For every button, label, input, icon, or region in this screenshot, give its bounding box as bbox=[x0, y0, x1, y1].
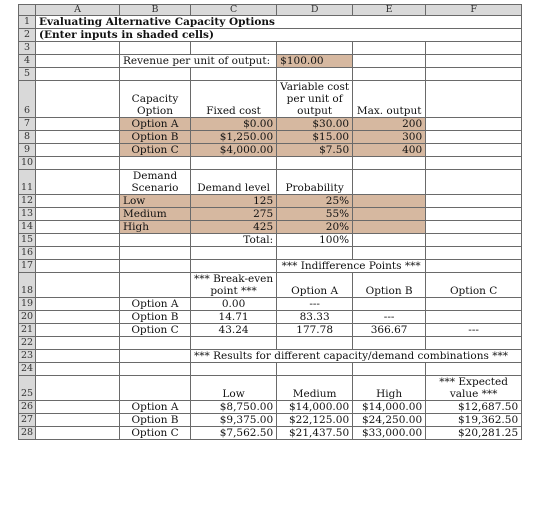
indifference-c-cell[interactable] bbox=[426, 298, 522, 311]
header-line: value *** bbox=[449, 388, 498, 400]
expected-value-header[interactable] bbox=[426, 376, 522, 401]
row-11 bbox=[19, 170, 522, 195]
row-header[interactable]: 11 bbox=[19, 170, 36, 195]
scenario-name-cell[interactable]: Low bbox=[120, 195, 191, 208]
row-12 bbox=[19, 195, 522, 208]
fixed-cost-header[interactable]: Fixed cost bbox=[191, 81, 277, 118]
cell[interactable] bbox=[353, 337, 426, 350]
row-28 bbox=[19, 427, 522, 440]
probability-cell[interactable]: 25% bbox=[277, 195, 353, 208]
cell[interactable] bbox=[353, 195, 426, 208]
demand-level-cell[interactable]: 125 bbox=[191, 195, 277, 208]
cell[interactable] bbox=[426, 144, 522, 157]
row-24 bbox=[19, 363, 522, 376]
row-header[interactable]: 17 bbox=[19, 260, 36, 273]
row-21 bbox=[19, 324, 522, 337]
cell[interactable] bbox=[36, 195, 120, 208]
scenario-name-cell[interactable]: Medium bbox=[120, 208, 191, 221]
fixed-cost-cell[interactable]: $4,000.00 bbox=[191, 144, 277, 157]
cell[interactable] bbox=[36, 234, 120, 247]
cell[interactable] bbox=[426, 170, 522, 195]
cell[interactable] bbox=[426, 208, 522, 221]
row-header[interactable]: 4 bbox=[19, 55, 36, 68]
row-1 bbox=[19, 16, 522, 29]
cell[interactable] bbox=[426, 260, 522, 273]
cell[interactable] bbox=[426, 42, 522, 55]
cell[interactable] bbox=[353, 234, 426, 247]
row-header[interactable]: 10 bbox=[19, 157, 36, 170]
row-header[interactable]: 28 bbox=[19, 427, 36, 440]
cell[interactable] bbox=[191, 363, 277, 376]
cell[interactable] bbox=[191, 260, 277, 273]
break-even-cell[interactable]: 14.71 bbox=[191, 311, 277, 324]
row-header[interactable]: 7 bbox=[19, 118, 36, 131]
select-all-corner[interactable] bbox=[19, 5, 36, 16]
row-10 bbox=[19, 157, 522, 170]
fixed-cost-cell[interactable]: $1,250.00 bbox=[191, 131, 277, 144]
medium-result-cell[interactable]: $14,000.00 bbox=[277, 401, 353, 414]
cell[interactable] bbox=[36, 208, 120, 221]
max-output-cell[interactable]: 400 bbox=[353, 144, 426, 157]
cell[interactable] bbox=[36, 273, 120, 298]
cell[interactable] bbox=[36, 68, 120, 81]
cell[interactable] bbox=[277, 337, 353, 350]
row-8 bbox=[19, 131, 522, 144]
row-5 bbox=[19, 68, 522, 81]
indifference-b-cell[interactable] bbox=[353, 298, 426, 311]
row-9 bbox=[19, 144, 522, 157]
instructions-cell[interactable]: (Enter inputs in shaded cells) bbox=[36, 29, 522, 42]
column-header-e[interactable]: E bbox=[353, 5, 426, 16]
header-line: Demand bbox=[132, 170, 178, 182]
indifference-c-cell[interactable]: --- bbox=[426, 324, 522, 337]
cell[interactable] bbox=[277, 42, 353, 55]
indifference-c-cell[interactable] bbox=[426, 311, 522, 324]
cell[interactable] bbox=[36, 157, 120, 170]
cell[interactable] bbox=[120, 42, 191, 55]
expected-value-cell[interactable]: $12,687.50 bbox=[426, 401, 522, 414]
cell[interactable] bbox=[36, 401, 120, 414]
row-6 bbox=[19, 81, 522, 118]
column-header-a[interactable]: A bbox=[36, 5, 120, 16]
demand-level-cell[interactable]: 275 bbox=[191, 208, 277, 221]
demand-scenario-header[interactable] bbox=[120, 170, 191, 195]
cell[interactable] bbox=[120, 260, 191, 273]
row-header[interactable]: 2 bbox=[19, 29, 36, 42]
row-header[interactable]: 14 bbox=[19, 221, 36, 234]
cell[interactable] bbox=[426, 55, 522, 68]
column-header-c[interactable]: C bbox=[191, 5, 277, 16]
break-even-cell[interactable]: 43.24 bbox=[191, 324, 277, 337]
cell[interactable] bbox=[426, 247, 522, 260]
header-line: Scenario bbox=[131, 182, 179, 194]
row-header[interactable]: 22 bbox=[19, 337, 36, 350]
row-3 bbox=[19, 42, 522, 55]
medium-header[interactable]: Medium bbox=[277, 376, 353, 401]
row-header[interactable]: 24 bbox=[19, 363, 36, 376]
break-even-header[interactable] bbox=[191, 273, 277, 298]
row-16 bbox=[19, 247, 522, 260]
row-19 bbox=[19, 298, 522, 311]
cell[interactable] bbox=[120, 247, 191, 260]
cell[interactable] bbox=[426, 195, 522, 208]
low-result-cell[interactable]: $9,375.00 bbox=[191, 414, 277, 427]
total-label-cell[interactable]: Total: bbox=[191, 234, 277, 247]
row-27 bbox=[19, 414, 522, 427]
row-4 bbox=[19, 55, 522, 68]
fixed-cost-cell[interactable]: $0.00 bbox=[191, 118, 277, 131]
cell[interactable] bbox=[426, 131, 522, 144]
capacity-option-header[interactable] bbox=[120, 81, 191, 118]
indifference-a-cell[interactable]: 177.78 bbox=[277, 324, 353, 337]
header-line: Capacity bbox=[131, 93, 179, 105]
row-header[interactable]: 6 bbox=[19, 81, 36, 118]
indifference-points-title[interactable]: *** Indifference Points *** bbox=[277, 260, 426, 273]
demand-level-cell[interactable]: 425 bbox=[191, 221, 277, 234]
header-line: output bbox=[297, 105, 333, 117]
header-line: *** Expected bbox=[439, 376, 508, 388]
cell[interactable] bbox=[36, 260, 120, 273]
option-name-cell[interactable]: Option B bbox=[120, 131, 191, 144]
cell[interactable] bbox=[353, 208, 426, 221]
indifference-a-cell[interactable]: 83.33 bbox=[277, 311, 353, 324]
cell[interactable] bbox=[353, 157, 426, 170]
low-result-cell[interactable]: $8,750.00 bbox=[191, 401, 277, 414]
revenue-input-cell[interactable]: $100.00 bbox=[277, 55, 353, 68]
row-7 bbox=[19, 118, 522, 131]
option-name-cell[interactable]: Option A bbox=[120, 298, 191, 311]
cell[interactable] bbox=[36, 221, 120, 234]
cell[interactable] bbox=[426, 81, 522, 118]
row-header[interactable]: 8 bbox=[19, 131, 36, 144]
row-header[interactable]: 12 bbox=[19, 195, 36, 208]
cell[interactable] bbox=[120, 157, 191, 170]
cell[interactable] bbox=[426, 337, 522, 350]
cell[interactable] bbox=[36, 118, 120, 131]
cell[interactable] bbox=[353, 55, 426, 68]
total-probability-cell[interactable]: 100% bbox=[277, 234, 353, 247]
cell[interactable] bbox=[36, 170, 120, 195]
option-name-cell[interactable]: Option A bbox=[120, 401, 191, 414]
cell[interactable] bbox=[120, 376, 191, 401]
probability-header[interactable]: Probability bbox=[277, 170, 353, 195]
probability-cell[interactable]: 55% bbox=[277, 208, 353, 221]
row-header[interactable]: 18 bbox=[19, 273, 36, 298]
row-header[interactable]: 3 bbox=[19, 42, 36, 55]
indifference-a-cell[interactable]: --- bbox=[277, 298, 353, 311]
cell[interactable] bbox=[426, 234, 522, 247]
indifference-b-cell[interactable]: --- bbox=[353, 311, 426, 324]
cell[interactable] bbox=[36, 131, 120, 144]
cell[interactable] bbox=[426, 221, 522, 234]
variable-cost-cell[interactable]: $15.00 bbox=[277, 131, 353, 144]
cell[interactable] bbox=[36, 324, 120, 337]
variable-cost-cell[interactable]: $7.50 bbox=[277, 144, 353, 157]
cell[interactable] bbox=[353, 170, 426, 195]
row-18 bbox=[19, 273, 522, 298]
expected-value-cell[interactable]: $20,281.25 bbox=[426, 427, 522, 440]
spreadsheet-grid bbox=[18, 4, 522, 440]
high-result-cell[interactable]: $33,000.00 bbox=[353, 427, 426, 440]
row-header[interactable]: 15 bbox=[19, 234, 36, 247]
cell[interactable] bbox=[191, 157, 277, 170]
demand-level-header[interactable]: Demand level bbox=[191, 170, 277, 195]
cell[interactable] bbox=[120, 337, 191, 350]
row-header[interactable]: 13 bbox=[19, 208, 36, 221]
cell[interactable] bbox=[120, 68, 191, 81]
option-b-header[interactable]: Option B bbox=[353, 273, 426, 298]
cell[interactable] bbox=[36, 337, 120, 350]
cell[interactable] bbox=[36, 427, 120, 440]
cell[interactable] bbox=[277, 363, 353, 376]
cell[interactable] bbox=[36, 81, 120, 118]
header-line: Variable cost bbox=[280, 81, 350, 93]
row-13 bbox=[19, 208, 522, 221]
sheet-title-cell[interactable]: Evaluating Alternative Capacity Options bbox=[36, 16, 522, 29]
cell[interactable] bbox=[36, 55, 120, 68]
column-header-b[interactable]: B bbox=[120, 5, 191, 16]
header-line: *** Break-even bbox=[194, 273, 274, 285]
column-header-row bbox=[19, 5, 522, 16]
cell[interactable] bbox=[277, 247, 353, 260]
cell[interactable] bbox=[426, 118, 522, 131]
high-header[interactable]: High bbox=[353, 376, 426, 401]
cell[interactable] bbox=[353, 247, 426, 260]
cell[interactable] bbox=[191, 68, 277, 81]
row-26 bbox=[19, 401, 522, 414]
option-name-cell[interactable]: Option C bbox=[120, 324, 191, 337]
max-output-cell[interactable]: 200 bbox=[353, 118, 426, 131]
option-c-header[interactable]: Option C bbox=[426, 273, 522, 298]
cell[interactable] bbox=[36, 350, 120, 363]
row-header[interactable]: 21 bbox=[19, 324, 36, 337]
column-header-d[interactable]: D bbox=[277, 5, 353, 16]
row-header[interactable]: 26 bbox=[19, 401, 36, 414]
row-header[interactable]: 1 bbox=[19, 16, 36, 29]
row-header[interactable]: 25 bbox=[19, 376, 36, 401]
medium-result-cell[interactable]: $21,437.50 bbox=[277, 427, 353, 440]
row-15 bbox=[19, 234, 522, 247]
revenue-label-cell[interactable]: Revenue per unit of output: bbox=[120, 55, 277, 68]
cell[interactable] bbox=[36, 247, 120, 260]
option-name-cell[interactable]: Option B bbox=[120, 414, 191, 427]
high-result-cell[interactable]: $24,250.00 bbox=[353, 414, 426, 427]
cell[interactable] bbox=[426, 68, 522, 81]
row-header[interactable]: 9 bbox=[19, 144, 36, 157]
option-a-header[interactable]: Option A bbox=[277, 273, 353, 298]
header-line: per unit of bbox=[286, 93, 343, 105]
cell[interactable] bbox=[426, 363, 522, 376]
probability-cell[interactable]: 20% bbox=[277, 221, 353, 234]
cell[interactable] bbox=[120, 350, 191, 363]
row-22 bbox=[19, 337, 522, 350]
header-line: point *** bbox=[210, 285, 257, 297]
expected-value-cell[interactable]: $19,362.50 bbox=[426, 414, 522, 427]
cell[interactable] bbox=[191, 337, 277, 350]
column-header-f[interactable]: F bbox=[426, 5, 522, 16]
row-2 bbox=[19, 29, 522, 42]
cell[interactable] bbox=[36, 298, 120, 311]
cell[interactable] bbox=[36, 363, 120, 376]
cell[interactable] bbox=[353, 221, 426, 234]
option-name-cell[interactable]: Option C bbox=[120, 144, 191, 157]
cell[interactable] bbox=[191, 247, 277, 260]
medium-result-cell[interactable]: $22,125.00 bbox=[277, 414, 353, 427]
row-25 bbox=[19, 376, 522, 401]
cell[interactable] bbox=[120, 363, 191, 376]
results-title[interactable]: *** Results for different capacity/demand combinations *** bbox=[191, 350, 522, 363]
row-17 bbox=[19, 260, 522, 273]
break-even-cell[interactable]: 0.00 bbox=[191, 298, 277, 311]
row-header[interactable]: 5 bbox=[19, 68, 36, 81]
row-23 bbox=[19, 350, 522, 363]
cell[interactable] bbox=[120, 273, 191, 298]
cell[interactable] bbox=[277, 68, 353, 81]
cell[interactable] bbox=[36, 376, 120, 401]
cell[interactable] bbox=[36, 42, 120, 55]
indifference-b-cell[interactable]: 366.67 bbox=[353, 324, 426, 337]
cell[interactable] bbox=[426, 157, 522, 170]
low-result-cell[interactable]: $7,562.50 bbox=[191, 427, 277, 440]
variable-cost-cell[interactable]: $30.00 bbox=[277, 118, 353, 131]
row-header[interactable]: 19 bbox=[19, 298, 36, 311]
row-14 bbox=[19, 221, 522, 234]
cell[interactable] bbox=[120, 234, 191, 247]
row-header[interactable]: 27 bbox=[19, 414, 36, 427]
variable-cost-header[interactable] bbox=[277, 81, 353, 118]
cell[interactable] bbox=[353, 68, 426, 81]
row-20 bbox=[19, 311, 522, 324]
cell[interactable] bbox=[36, 414, 120, 427]
high-result-cell[interactable]: $14,000.00 bbox=[353, 401, 426, 414]
cell[interactable] bbox=[353, 42, 426, 55]
row-header[interactable]: 20 bbox=[19, 311, 36, 324]
row-header[interactable]: 23 bbox=[19, 350, 36, 363]
option-name-cell[interactable]: Option B bbox=[120, 311, 191, 324]
scenario-name-cell[interactable]: High bbox=[120, 221, 191, 234]
row-header[interactable]: 16 bbox=[19, 247, 36, 260]
cell[interactable] bbox=[191, 42, 277, 55]
cell[interactable] bbox=[36, 311, 120, 324]
option-name-cell[interactable]: Option A bbox=[120, 118, 191, 131]
low-header[interactable]: Low bbox=[191, 376, 277, 401]
cell[interactable] bbox=[277, 157, 353, 170]
header-line: Option bbox=[137, 105, 173, 117]
cell[interactable] bbox=[353, 363, 426, 376]
option-name-cell[interactable]: Option C bbox=[120, 427, 191, 440]
cell[interactable] bbox=[36, 144, 120, 157]
max-output-cell[interactable]: 300 bbox=[353, 131, 426, 144]
max-output-header[interactable]: Max. output bbox=[353, 81, 426, 118]
